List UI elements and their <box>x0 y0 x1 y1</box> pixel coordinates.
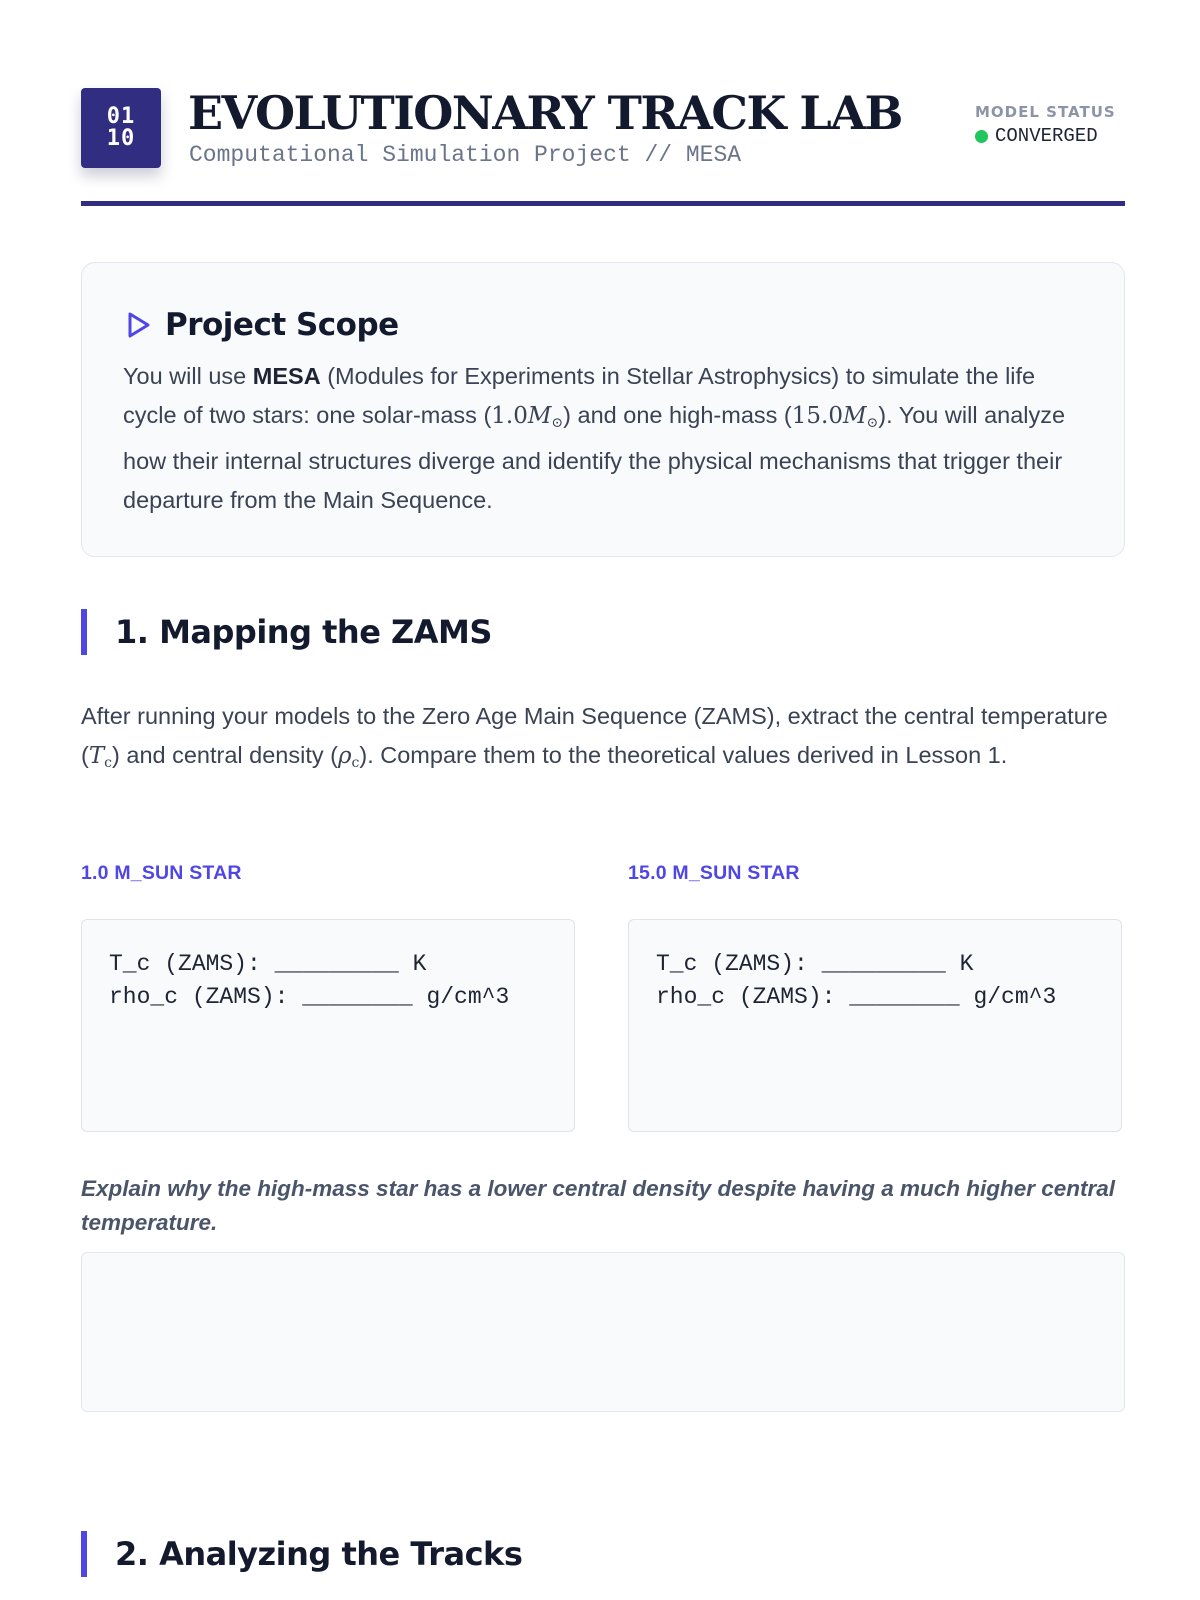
solar-mass-expression <box>491 403 563 429</box>
answer-field[interactable] <box>81 1252 1125 1412</box>
section-title-2: 2. Analyzing the Tracks <box>115 1535 523 1573</box>
intro-text-part: ) and central density ( <box>112 741 338 768</box>
density-symbol: ρ <box>338 742 352 769</box>
logo-bottom: 10 <box>106 126 136 151</box>
temperature-symbol: T <box>88 742 105 769</box>
scope-text-part: ) and one high-mass ( <box>563 401 792 428</box>
sun-symbol: ⊙ <box>866 414 879 431</box>
section-1-intro <box>81 697 1125 782</box>
question-prompt: Explain why the high-mass star has a lower central density despite having a much higher central temperature. <box>81 1176 1116 1235</box>
tc-line: T_c (ZAMS): _________ K <box>109 951 427 977</box>
rho-line: rho_c (ZAMS): ________ g/cm^3 <box>656 984 1057 1010</box>
status-value-row <box>975 124 1125 148</box>
status-value: CONVERGED <box>995 125 1098 147</box>
mass-value: 15.0 <box>791 402 843 429</box>
logo-top: 01 <box>106 104 136 129</box>
star-label-high-mass: 15.0 M_SUN STAR <box>628 862 800 884</box>
section-heading-2 <box>81 1531 522 1577</box>
status-dot-icon <box>975 130 988 143</box>
scope-text-bold: MESA <box>252 363 321 389</box>
sun-symbol: ⊙ <box>551 414 564 431</box>
tc-line: T_c (ZAMS): _________ K <box>656 951 974 977</box>
header-divider <box>81 201 1125 206</box>
rho-line: rho_c (ZAMS): ________ g/cm^3 <box>109 984 510 1010</box>
central-temperature-symbol <box>89 743 112 769</box>
project-scope-card <box>81 262 1125 557</box>
intro-text-part: After running your models to the Zero Age Main Sequence (ZAMS), extract the central temperature ( <box>81 703 1108 768</box>
high-mass-star-data-field[interactable] <box>628 919 1122 1132</box>
solar-star-data-field[interactable] <box>81 919 575 1132</box>
play-icon <box>123 310 153 340</box>
scope-title: Project Scope <box>165 307 399 343</box>
mass-symbol: M <box>527 402 552 429</box>
scope-text-part: (Modules for Experiments in Stellar Astrophysics) to simulate the life cycle of two stars: one solar-mass ( <box>123 363 1036 428</box>
section-heading-1 <box>81 609 492 655</box>
scope-text <box>123 357 1084 519</box>
mass-value: 1.0 <box>491 402 528 429</box>
central-density-symbol <box>338 743 359 769</box>
scope-text-part: ). You will analyze how their internal structures diverge and identify the physical mechanisms that trigger their departure from the Main Sequence. <box>123 401 1066 513</box>
page-header <box>81 86 1125 206</box>
page-subtitle: Computational Simulation Project // MESA <box>189 142 742 168</box>
star-label-solar: 1.0 M_SUN STAR <box>81 862 242 884</box>
section-title-1: 1. Mapping the ZAMS <box>115 613 492 651</box>
page-title: EVOLUTIONARY TRACK LAB <box>188 86 902 140</box>
status-label: MODEL STATUS <box>975 103 1116 121</box>
model-status <box>975 102 1125 148</box>
subscript-c: c <box>351 754 360 771</box>
section-accent-bar <box>81 1531 87 1577</box>
logo-icon <box>81 88 161 168</box>
high-mass-expression <box>792 403 879 429</box>
mass-symbol: M <box>842 402 867 429</box>
subscript-c: c <box>104 754 113 771</box>
intro-text-part: ). Compare them to the theoretical values derived in Lesson 1. <box>359 741 1008 768</box>
section-accent-bar <box>81 609 87 655</box>
scope-heading <box>123 305 1084 345</box>
scope-text-part: You will use <box>123 363 253 389</box>
